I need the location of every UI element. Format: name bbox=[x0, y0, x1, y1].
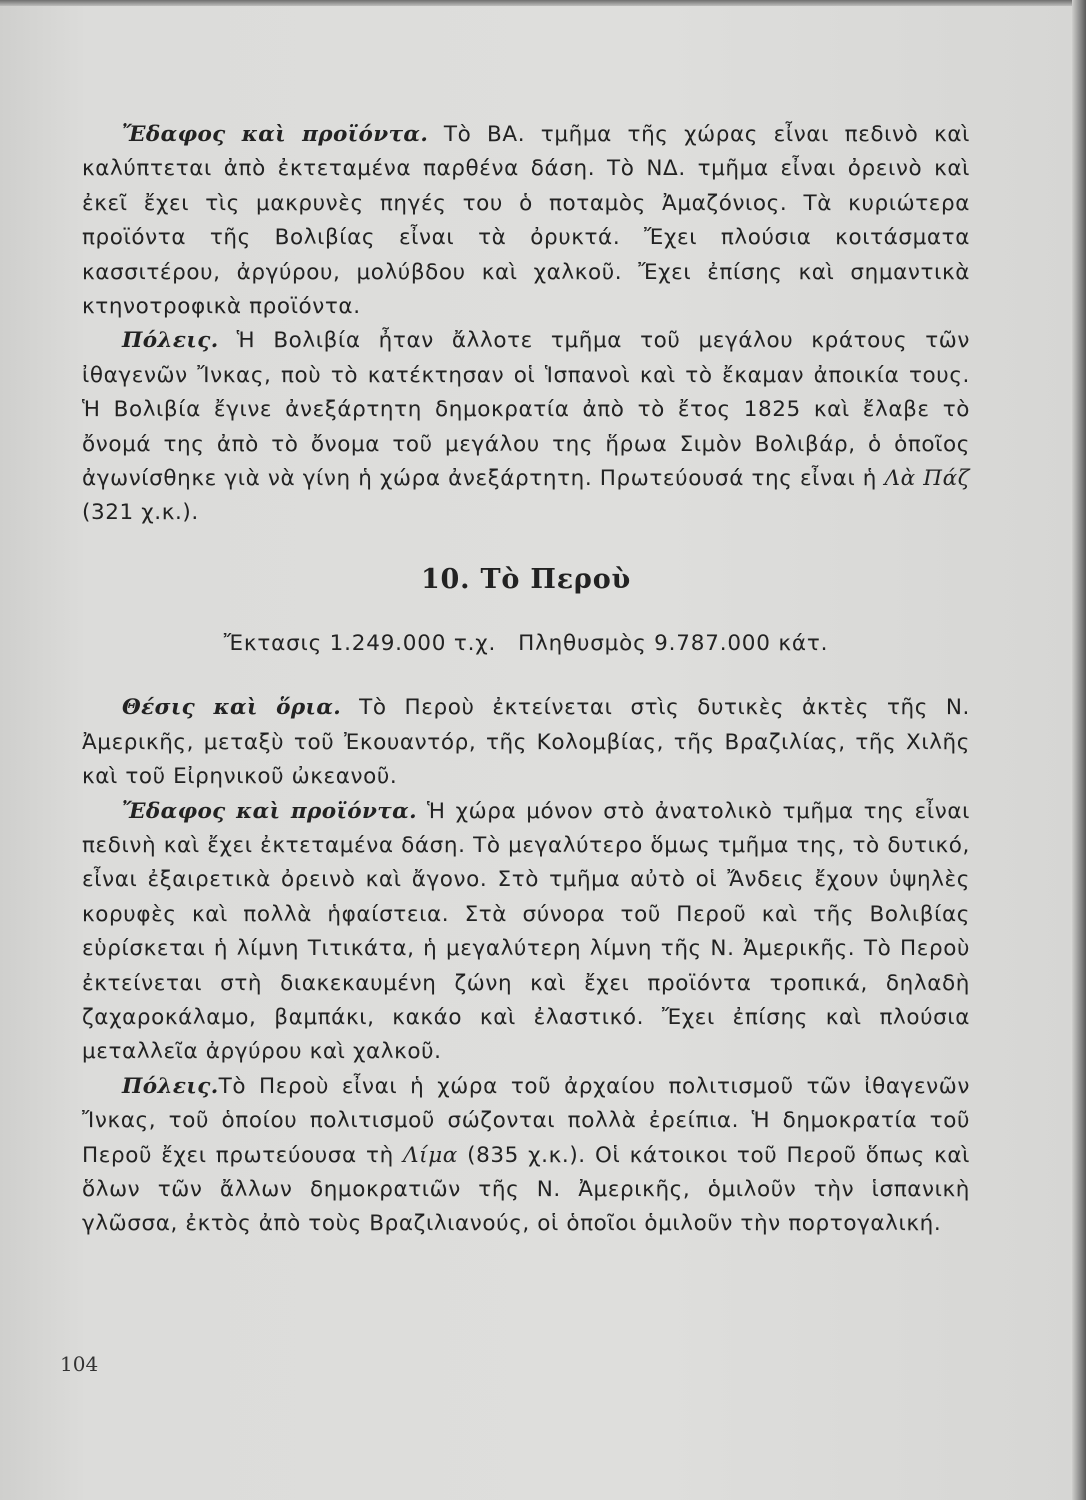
paragraph-body: Τὸ ΒΑ. τμῆμα τῆς χώρας εἶναι πεδινὸ καὶ καλύπτεται ἀπὸ ἐκτεταμένα παρθένα δάση. Τὸ ΝΔ. τμῆμα εἶναι ὀρεινὸ καὶ ἐκεῖ ἔχει τὶς μακρυνὲς πηγές του ὁ ποταμὸς Ἀμαζόνιος. Τὰ κυριώτερα προϊόντα τῆς Βολιβίας εἶναι τὰ ὀρυκτά. Ἔχει πλούσια κοιτάσματα κασσιτέρου, ἀργύρου, μολύβδου καὶ χαλκοῦ. Ἔχει ἐπίσης καὶ σημαντικὰ κτηνοτροφικὰ προϊόντα. bbox=[82, 122, 970, 320]
paragraph-body: Τὸ Περοὺ ἐκτείνεται στὶς δυτικὲς ἀκτὲς τῆς Ν. Ἀμερικῆς, μεταξὺ τοῦ Ἐκουαντόρ, τῆς Κολομβίας, τῆς Βραζιλίας, τῆς Χιλῆς καὶ τοῦ Εἰρηνικοῦ ὠκεανοῦ. bbox=[82, 695, 970, 790]
peru-soil-paragraph bbox=[82, 795, 970, 1070]
page-text-block bbox=[82, 118, 970, 1242]
paragraph-heading: Πόλεις. bbox=[122, 1073, 219, 1099]
paragraph-body: Τὸ Περοὺ εἶναι ἡ χώρα τοῦ ἀρχαίου πολιτισμοῦ τῶν ἰθαγενῶν Ἴνκας, τοῦ ὁποίου πολιτισμοῦ σώζονται πολλὰ ἐρείπια. Ἡ δημοκρατία τοῦ Περοῦ ἔχει πρωτεύουσα τὴ bbox=[82, 1073, 970, 1168]
capital-name: Λίμα bbox=[403, 1142, 458, 1168]
area-stat: Ἔκτασις 1.249.000 τ.χ. bbox=[223, 630, 497, 656]
bolivia-cities-paragraph bbox=[82, 324, 970, 530]
paragraph-heading: Ἔδαφος καὶ προϊόντα. bbox=[122, 122, 429, 147]
bolivia-soil-paragraph bbox=[82, 118, 970, 324]
peru-cities-paragraph bbox=[82, 1070, 970, 1242]
page-binding-shadow bbox=[1072, 0, 1086, 1500]
peru-position-paragraph bbox=[82, 691, 970, 794]
paragraph-heading: Πόλεις. bbox=[122, 328, 219, 354]
paragraph-heading: Θέσις καὶ ὅρια. bbox=[122, 695, 342, 721]
section-title: 10. Τὸ Περοὺ bbox=[420, 563, 632, 595]
capital-name: Λὰ Πάζ bbox=[884, 466, 970, 492]
population-stat: Πληθυσμὸς 9.787.000 κάτ. bbox=[518, 630, 829, 656]
paragraph-body: (321 χ.κ.). bbox=[82, 500, 199, 526]
paragraph-heading: Ἔδαφος καὶ προϊόντα. bbox=[122, 798, 418, 824]
page-top-edge bbox=[0, 0, 1086, 6]
page-number: 104 bbox=[60, 1352, 99, 1376]
paragraph-body: Ἡ Βολιβία ἦταν ἄλλοτε τμῆμα τοῦ μεγάλου κράτους τῶν ἰθαγενῶν Ἴνκας, ποὺ τὸ κατέκτησαν οἱ Ἱσπανοὶ καὶ τὸ ἔκαμαν ἀποικία τους. Ἡ Βολιβία ἔγινε ἀνεξάρτητη δημοκρατία ἀπὸ τὸ ἔτος 1825 καὶ ἔλαβε τὸ ὄνομά της ἀπὸ τὸ ὄνομα τοῦ μεγάλου της ἥρωα Σιμὸν Βολιβάρ, ὁ ὁποῖος ἀγωνίσθηκε γιὰ νὰ γίνη ἡ χώρα ἀνεξάρτητη. Πρωτεύουσά της εἶναι ἡ bbox=[82, 328, 970, 492]
paragraph-body: Ἡ χώρα μόνον στὸ ἀνατολικὸ τμῆμα της εἶναι πεδινὴ καὶ ἔχει ἐκτεταμένα δάση. Τὸ μεγαλύτερο ὅμως τμῆμα της, τὸ δυτικό, εἶναι ἐξαιρετικὰ ὀρεινὸ καὶ ἄγονο. Στὸ τμῆμα αὐτὸ οἱ Ἄνδεις ἔχουν ὑψηλὲς κορυφὲς καὶ πολλὰ ἡφαίστεια. Στὰ σύνορα τοῦ Περοῦ καὶ τῆς Βολιβίας εὑρίσκεται ἡ λίμνη Τιτικάτα, ἡ μεγαλύτερη λίμνη τῆς Ν. Ἀμερικῆς. Τὸ Περοὺ ἐκτείνεται στὴ διακεκαυμένη ζώνη καὶ ἔχει προϊόντα τροπικά, δηλαδὴ ζαχαροκάλαμο, βαμπάκι, κακάο καὶ ἐλαστικό. Ἔχει ἐπίσης καὶ πλούσια μεταλλεῖα ἀργύρου καὶ χαλκοῦ. bbox=[82, 798, 970, 1065]
paragraph-body: (835 χ.κ.). Οἱ κάτοικοι τοῦ Περοῦ ὅπως καὶ ὅλων τῶν ἄλλων δημοκρατιῶν τῆς Ν. Ἀμερικῆς, ὁμιλοῦν τὴν ἱσπανικὴ γλῶσσα, ἐκτὸς ἀπὸ τοὺς Βραζιλιανούς, οἱ ὁποῖοι ὁμιλοῦν τὴν πορτογαλική. bbox=[82, 1142, 970, 1237]
country-stats bbox=[82, 627, 970, 661]
